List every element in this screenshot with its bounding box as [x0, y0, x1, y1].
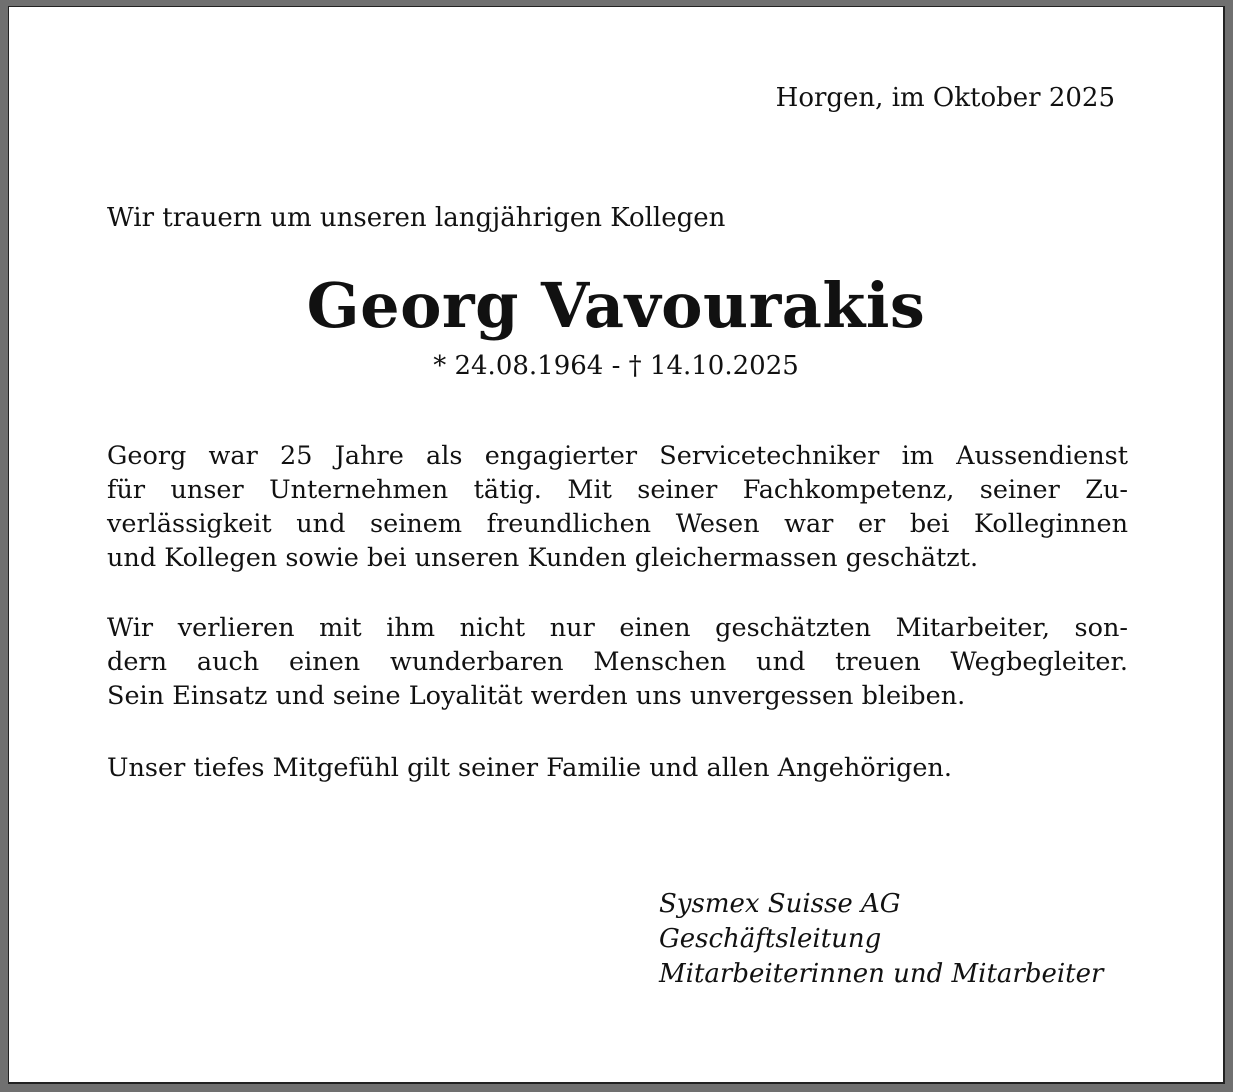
life-dates: * 24.08.1964 - † 14.10.2025 [433, 351, 799, 381]
text-line: Wir verlieren mit ihm nicht nur einen geschätzten Mitarbeiter, son- [107, 613, 1128, 643]
signature-management: Geschäftsleitung [659, 924, 882, 954]
text-line: und Kollegen sowie bei unseren Kunden gleichermassen geschätzt. [107, 543, 979, 573]
intro-text: Wir trauern um unseren langjährigen Kollegen [107, 203, 726, 233]
signature-block [659, 887, 1103, 992]
obituary-notice [8, 6, 1225, 1084]
deceased-name: Georg Vavourakis [306, 269, 926, 342]
text-line: Georg war 25 Jahre als engagierter Servicetechniker im Aussendienst [107, 441, 1128, 471]
paragraph-1 [107, 439, 1128, 575]
place-date: Horgen, im Oktober 2025 [775, 83, 1115, 113]
text-line: für unser Unternehmen tätig. Mit seiner Fachkompetenz, seiner Zu- [107, 475, 1128, 505]
text-line: dern auch einen wunderbaren Menschen und treuen Wegbegleiter. [107, 647, 1128, 677]
text-line: Unser tiefes Mitgefühl gilt seiner Familie und allen Angehörigen. [107, 753, 952, 783]
paragraph-3 [107, 751, 1128, 785]
signature-company: Sysmex Suisse AG [659, 889, 901, 919]
text-line: verlässigkeit und seinem freundlichen Wesen war er bei Kolleginnen [107, 509, 1128, 539]
paragraph-2 [107, 611, 1128, 713]
signature-staff: Mitarbeiterinnen und Mitarbeiter [659, 959, 1104, 989]
text-line: Sein Einsatz und seine Loyalität werden uns unvergessen bleiben. [107, 681, 966, 711]
